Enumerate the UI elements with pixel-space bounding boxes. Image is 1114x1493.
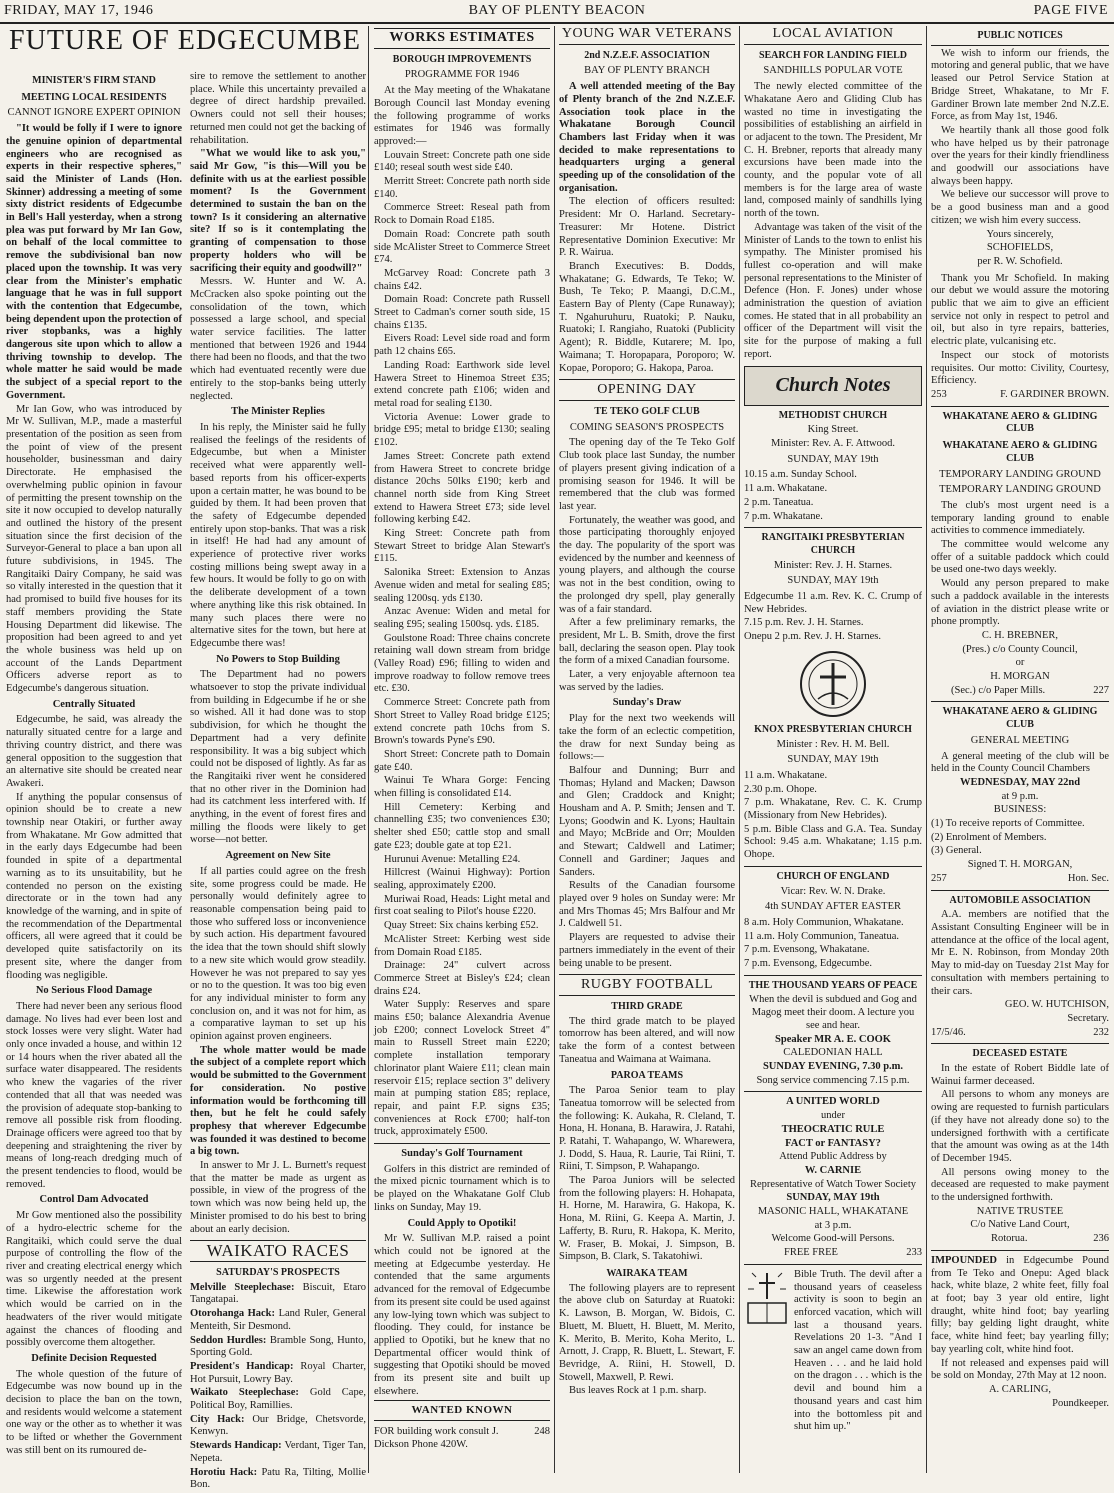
- business-item: (3) General.: [931, 845, 982, 857]
- subheading: COMING SEASON'S PROSPECTS: [569, 421, 725, 433]
- methodist-church-notice: [744, 410, 922, 524]
- paragraph: If not released and expenses paid will be sold on Monday, 27th May at 12 noon.: [931, 1357, 1109, 1382]
- paragraph: Play for the next two weekends will take the form of an eclectic competition, the draw for next Sunday being as follows:—: [559, 713, 735, 763]
- signature-line: per R. W. Schofield.: [977, 255, 1063, 267]
- service-line: Onepu 2 p.m. Rev. J. H. Starnes.: [744, 631, 881, 643]
- notice-footer: [931, 873, 1109, 886]
- works-item: Drainage: 24" culvert across Commerce Street at Bisley's £24; clean drains £24.: [374, 960, 550, 997]
- paragraph: The whole question of the future of Edgecumbe was now bound up in the decision to place the ban on the town, and residents would welcome a statement one way or the other as to whether it was to be lifted or whether the Government was still bent on its rumoured de-: [6, 1368, 182, 1456]
- notice-heading: WHAKATANE AERO & GLIDING CLUB: [942, 410, 1098, 435]
- paragraph: Mr Gow mentioned also the possibility of a hydro-electric scheme for the Rangitaiki, which could serve the dual purpose of controlling the flow of the river and creating electrical energy which was so urgently needed at the present time. Likewise the afforestation work which would be carried on in the headwaters of the river would mitigate against the chances of flooding and possibly overcome them altogether.: [6, 1210, 182, 1349]
- subheading: SANDHILLS POPULAR VOTE: [763, 65, 903, 77]
- divider: [374, 1143, 550, 1144]
- service-line: 2 p.m. Taneatua.: [744, 496, 814, 508]
- section-heading: No Serious Flood Damage: [35, 985, 153, 997]
- article-local-aviation: [744, 26, 922, 1473]
- church-place: King Street.: [807, 424, 859, 436]
- signature-line: SCHOFIELDS,: [986, 242, 1054, 254]
- paragraph-quote: "What we would like to ask you," said Mr Gow, "is this—Will you be definite with us at the earliest possible moment? Is the Government determined to sustain the ban on the town? Is it considering an alternative site? If so is it contemplating the granting of compensation to those property holders who will be sacrificing their equity and goodwill?": [190, 148, 366, 274]
- works-item: Victoria Avenue: Lower grade to bridge £95; metal to bridge £130; sealing £102.: [374, 411, 550, 449]
- classified-heading: WANTED KNOWN: [374, 1400, 550, 1421]
- race-picks: Land Ruler, General Menteith, Sir Desmond.: [190, 1308, 366, 1332]
- church-minister: Minister: Rev. J. H. Starnes.: [773, 559, 893, 571]
- races-subheading: SATURDAY'S PROSPECTS: [216, 1266, 340, 1278]
- divider: [931, 701, 1109, 702]
- church-minister: Minister: Rev. A. F. Attwood.: [771, 437, 895, 449]
- race-name: Seddon Hurdles:: [190, 1334, 267, 1346]
- church-name: RANGITAIKI PRESBYTERIAN CHURCH: [761, 532, 905, 556]
- signature-line: GEO. W. HUTCHISON,: [1004, 999, 1109, 1011]
- lecture-text: When the devil is subdued and Gog and Magog meet their doom. A lecture you see and hear.: [749, 994, 917, 1031]
- race-entry: [190, 1361, 366, 1386]
- paragraph: After a few preliminary remarks, the president, Mr L. B. Smith, drove the first ball, declaring the season open. Play took the form of a mixed Canadian foursome.: [559, 617, 735, 667]
- race-picks: Patu Ra, Tilting, Mollie Bon.: [190, 1466, 367, 1491]
- subheading: MEETING LOCAL RESIDENTS: [21, 91, 167, 103]
- paragraph: The Paroa Senior team to play Taneatua tomorrow will be selected from the following: K. Aukaha, R. Cleland, T. Hona, H. Honana, B. Harawira, J. Ratahi, P. Ratahi, T. Wahapango, W. Wharewera, J. Dodd, S. Haua, R. Laurie, Tai Riini, T. Riini, T. Simpson, P. Wahapango.: [559, 1085, 735, 1173]
- paragraph: A.A. members are notified that the Assistant Consulting Engineer will be in attendance at the office of the local agent, Mr E. N. Robinson, from Monday 20th May to mid-day on Tuesday 21st May for consultation with members pertaining to their cars.: [931, 909, 1109, 997]
- paragraph: Edgecumbe, he said, was already the naturally situated centre for a large and thriving country district, and there was general opposition to the suggestion that an alternative site should be created near Awakeri.: [6, 714, 182, 789]
- paragraph: A general meeting of the club will be held in the County Council Chambers: [931, 750, 1109, 775]
- paper-name: BAY OF PLENTY BEACON: [468, 3, 646, 18]
- section-heading: WAIRAKA TEAM: [606, 1267, 688, 1279]
- service-line: Edgecumbe 11 a.m. Rev. K. C. Crump of New Hebrides.: [744, 591, 922, 615]
- section-heading: PAROA TEAMS: [610, 1070, 684, 1082]
- works-item: Hillcrest (Wainui Highway): Portion sealing, approximately £200.: [374, 867, 550, 891]
- race-picks: Our Bridge, Chetsvorde, Kenwyn.: [190, 1413, 366, 1438]
- race-name: Melville Steeplechase:: [190, 1281, 295, 1293]
- rangitaiki-church-notice: [744, 532, 922, 644]
- subheading: PROGRAMME FOR 1946: [404, 69, 520, 81]
- article-future-of-edgecumbe: [6, 25, 367, 1491]
- works-item: Water Supply: Reserves and spare mains £50; balance Alexandria Avenue job £200; connect Lovelock Street 4" main to Russell Street main £220; complete installation temporary chlorinator plant Waiere £11; clean main reservoir £15; replace section 3" delivery main at pumping station £85; replace, repair, and paint F.P. signs £35; conveniences at Rock £700; half-ton truck, approximately £500.: [374, 999, 550, 1138]
- service-date: SUNDAY, MAY 19th: [787, 575, 879, 587]
- paragraph: If anything the popular consensus of opinion should be to create a new township near Otakiri, or further away from Whakatane. Mr Gow admitted that in the early days Edgecumbe had been founded in spite of a departmental warning as to its unsuitability, but he contended no person on the existing directorate or in the town had any knowledge of the warning, and in spite of the recommendation of the Departmental officers, all were agreed that it could be developed quite satisfactorily on its present site, where the danger from flooding was negligible.: [6, 791, 182, 981]
- business-item: (1) To receive reports of Committee.: [931, 818, 1085, 830]
- race-entry: [190, 1335, 366, 1360]
- classifieds-column: [931, 26, 1109, 1473]
- races-list: [190, 1282, 366, 1492]
- subheading: SEARCH FOR LANDING FIELD: [758, 49, 908, 61]
- england-church-notice: [744, 871, 922, 971]
- divider: [744, 866, 922, 867]
- divider: [744, 527, 922, 528]
- article-headline: YOUNG WAR VETERANS: [559, 28, 735, 45]
- works-item: McGarvey Road: Concrete path 3 chains £42.: [374, 267, 550, 292]
- works-item: Salonika Street: Extension to Anzas Avenue widen and metal for sealing £85; sealing 1200sq. yds £130.: [374, 567, 550, 604]
- article-works-estimates: [374, 26, 550, 1473]
- paragraph: Fortunately, the weather was good, and those participating thoroughly enjoyed the day. The popularity of the sport was evidenced by the number and keenness of young players, and although the course was not in the best condition, owing to the prolonged dry spell, play generally was of a fair standard.: [559, 514, 735, 615]
- divider: [744, 975, 922, 976]
- race-picks: Biscuit, Etaro Tangatapai.: [190, 1281, 366, 1306]
- subheading: THIRD GRADE: [611, 1000, 683, 1012]
- paragraph: Players are requested to advise their partners immediately in the event of their being unable to be present.: [559, 932, 735, 969]
- subheading: MINISTER'S FIRM STAND: [32, 75, 156, 86]
- service-date: SUNDAY, MAY 19th: [787, 754, 879, 766]
- article-headline: OPENING DAY: [559, 384, 735, 401]
- article-column-b: [190, 71, 366, 1493]
- signature-line: Rotorua.: [991, 1233, 1028, 1245]
- church-emblem-icon: [744, 648, 922, 720]
- works-item: Hurunui Avenue: Metalling £24.: [384, 853, 521, 865]
- signature-line: A. CARLING,: [988, 1383, 1052, 1395]
- classified-ad: [374, 1426, 550, 1451]
- service-line: 7.15 p.m. Rev. J. H. Starnes.: [744, 617, 864, 629]
- ad-number: 233: [906, 1247, 922, 1259]
- signature-line: C. H. BREBNER,: [981, 629, 1059, 641]
- works-item: Merritt Street: Concrete path north side £140.: [374, 176, 550, 200]
- notice-heading: DECEASED ESTATE: [972, 1048, 1068, 1060]
- ad-number: 248: [534, 1426, 550, 1438]
- race-entry: [190, 1387, 366, 1412]
- notice-footer: [931, 1027, 1109, 1040]
- race-picks: Gold Cape, Political Boy, Ramillies.: [190, 1387, 367, 1412]
- divider: [931, 1250, 1109, 1251]
- race-entry: [190, 1308, 366, 1333]
- service-line: 7 p.m. Whakatane.: [744, 510, 823, 522]
- lecture-hall: CALEDONIAN HALL: [783, 1047, 883, 1059]
- subheading: 2nd N.Z.E.F. ASSOCIATION: [584, 49, 710, 61]
- church-name: CHURCH OF ENGLAND: [776, 870, 890, 882]
- race-name: Waikato Steeplechase:: [190, 1387, 299, 1399]
- works-item: Muriwai Road, Heads: Light metal and first coat sealing to Pilot's house £220.: [374, 893, 550, 918]
- classified-text: FOR building work consult J. Dickson Phone 420W.: [374, 1426, 499, 1450]
- signature-line: (Sec.) c/o Paper Mills.: [951, 684, 1046, 696]
- notice-line: at 3 p.m.: [814, 1219, 852, 1231]
- notice-footer: [931, 389, 1109, 402]
- ad-number: 232: [1093, 1026, 1109, 1038]
- article-headline: RUGBY FOOTBALL: [559, 979, 735, 996]
- paragraph: If all parties could agree on the fresh site, some progress could be made. He personally would definitely agree to reasonable compensation being paid to those who suffered loss or inconvenience by such action. His department favoured the idea that the town should shift slowly to a new site which would grow steadily. However he was not prepared to say yes or no to the question. It was too big even for any individual minister to form any conclusion on, and it was not for him, as a comparative layman to set up his opinion against proven engineers.: [190, 865, 366, 1043]
- subheading: BAY OF PLENTY BRANCH: [584, 65, 710, 77]
- works-item: Domain Road: Concrete path Russell Street to Cadman's corner south side, 15 chains £135.: [374, 294, 550, 331]
- signature-line: NATIVE TRUSTEE: [976, 1205, 1064, 1217]
- works-item: King Street: Concrete path from Stewart Street to bridge Alan Stewart's £115.: [374, 528, 550, 565]
- bible-lamp-icon: [744, 1269, 790, 1327]
- race-picks: Verdant, Tiger Tan, Nepeta.: [190, 1440, 367, 1464]
- signature-line: or: [1015, 657, 1025, 669]
- ad-number: 236: [1093, 1233, 1109, 1245]
- race-name: Otorohanga Hack:: [190, 1308, 276, 1320]
- paragraph: Results of the Canadian foursome played over 9 holes on Sunday were: Mr and Mrs Thomas 45; Mrs Balfour and Mr J. Caldwell 51.: [559, 880, 735, 930]
- column-rule: [926, 26, 927, 1473]
- ad-number: 253: [931, 388, 947, 400]
- race-entry: [190, 1414, 366, 1439]
- notice-heading: AUTOMOBILE ASSOCIATION: [949, 894, 1091, 906]
- paragraph: We wish to inform our friends, the motoring and general public, that we have leased our Petrol Service Station at Bridge Street, Whakatane, to Mr F. Gardiner Brown late member 2nd N.Z.E. Force, as from May 1st, 1946.: [931, 47, 1109, 123]
- paragraph-bold: The whole matter would be made the subject of a complete report which would be submitted to the Government for consideration. No postive information would be forthcoming till then, but he felt he could safely prophesy that wherever Edgecumbe was founded it was destined to become a big town.: [190, 1044, 366, 1158]
- business-item: (2) Enrolment of Members.: [931, 831, 1047, 843]
- impound-text: in Edgecumbe Pound from Te Teko and Onepu: Aged black hack, white blaze, 2 white feet, filly foal at foot; bay 3 year old entire, light draught, white hind foot; bay yearling filly; bay gelding light draught, white face, white hind feet; bay yearling filly; bay yearling colt, white hind foot.: [931, 1254, 1109, 1355]
- bible-text: Bible Truth. The devil after a thousand years of ceaseless activity is soon to begin an enforced vacation, which will last a thousand years. Revelations 20 1-3. "And I saw an angel came down from Heaven . . . and he laid hold on the dragon . . . which is the devil and bound him a thousand years and cast him into the bottomless pit and shut him up.": [794, 1268, 922, 1433]
- column-rule: [368, 26, 369, 1473]
- paragraph: Thank you Mr Schofield. In making our debut we would assure the motoring public that we aim to give an efficient service not only in respect to petrol and oil, but also in tyre repairs, batteries, electric plate, vulcanising etc.: [931, 272, 1109, 348]
- article-headline: WORKS ESTIMATES: [374, 28, 550, 49]
- race-entry: [190, 1440, 366, 1465]
- notice-subheading: GENERAL MEETING: [970, 734, 1070, 746]
- signature-line: Hon. Sec.: [1067, 872, 1109, 884]
- works-item: Louvain Street: Concrete path one side £140; reseal south west side £40.: [374, 149, 550, 174]
- works-list: [374, 150, 550, 1139]
- subheading: TE TEKO GOLF CLUB: [594, 405, 700, 417]
- works-item: Commerce Street: Concrete path from Short Street to Valley Road bridge £125; extend concrete path 10chs from S. Brown's towards Pyne's £90.: [374, 697, 550, 747]
- race-picks: Bramble Song, Hunto, Sporting Gold.: [190, 1334, 366, 1359]
- paragraph: In answer to Mr J. L. Burnett's request that the matter be made as urgent as possible, in view of the progress of the town which was now being held up, the Minister promised to do his best to bring about an early decision.: [190, 1160, 366, 1235]
- article-young-war-veterans: [559, 26, 735, 1473]
- works-item: McAlister Street: Kerbing west side from Domain Road £185.: [374, 933, 550, 958]
- works-item: Short Street: Concrete path to Domain gate £40.: [374, 748, 550, 773]
- signature-line: F. GARDINER BROWN.: [1000, 388, 1109, 400]
- divider: [559, 974, 735, 975]
- paragraph: The following players are to represent the above club on Saturday at Ruatoki: K. Lawson, B. Morgan, W. Bidois, C. Bluett, M. Bluett, H. Bluett, M. Merito, K. Merito, B. Merito, Koha Merito, L. Arnott, J. Crapp, R. Bluett, L. Stewart, F. Bevridge, A. Riini, H. Stowell, D. Stowell, Maxwell, P. Rewi.: [559, 1282, 735, 1383]
- signature-line: Signed T. H. MORGAN,: [967, 859, 1073, 871]
- signature-line: Secretary.: [1067, 1012, 1109, 1024]
- divider: [744, 1091, 922, 1092]
- lecture-time: SUNDAY EVENING, 7.30 p.m.: [762, 1061, 904, 1072]
- notice-line: Attend Public Address by: [779, 1151, 887, 1163]
- paragraph: We heartily thank all those good folk who have helped us by their patronage over the years for their kindly friendliness and goodwill our associations have always been happy.: [931, 124, 1109, 187]
- service-line: 2.30 p.m. Ohope.: [744, 783, 817, 795]
- section-heading: Could Apply to Opotiki!: [407, 1217, 517, 1229]
- article-column-a: [6, 71, 182, 1459]
- notice-line: THEOCRATIC RULE: [781, 1123, 885, 1135]
- race-picks: Royal Charter, Hot Pursuit, Lowry Bay.: [190, 1360, 366, 1385]
- church-notes-banner: Church Notes: [744, 366, 922, 406]
- paragraph: Golfers in this district are reminded of the mixed picnic tournament which is to be played on the Whakatane Golf Club links on Sunday, May 19.: [374, 1163, 550, 1213]
- paragraph: Would any person prepared to make such a paddock available in the interests of aviation in the district please write or phone promptly.: [931, 578, 1109, 628]
- section-heading: Definite Decision Requested: [31, 1352, 157, 1364]
- works-item: Anzac Avenue: Widen and metal for sealing £95; sealing 1500sq. yds. £185.: [374, 606, 550, 630]
- issue-date: FRIDAY, MAY 17, 1946: [4, 3, 154, 18]
- ad-number: 227: [1093, 684, 1109, 696]
- ad-number: 257: [931, 872, 947, 884]
- works-item: Goulstone Road: Three chains concrete retaining wall down stream from bridge (Valley Road) £96; filling to widen and improve roadway to follow remove trees etc. £30.: [374, 632, 550, 695]
- paragraph: Balfour and Dunning; Burr and Thomas; Hyland and Macken; Dawson and Glen; Craddock and Knight; Housham and A. P. Smith; Jensen and T. Lyons; Goodwin and K. Lyons; Haultain and Mayo; McBride and Orr; Moulden and Stewart; Caldwell and Latimer; Connell and Gardiner; Jaques and Sanders.: [559, 764, 735, 878]
- section-heading: Control Dam Advocated: [39, 1194, 149, 1206]
- race-name: President's Handicap:: [190, 1360, 294, 1372]
- paragraph: The Department had no powers whatsoever to stop the private individual from building in Edgecumbe if he or she so wished. All it had done was to stop subdivision, for which he thought the Department had a very definite responsibility. It was a big subject which could not be disposed of lightly. As far as the Rangitaiki river went he considered that no other river in the Dominion had had its catchment less interfered with. If anything, in the event of forest fires and milling the floods were likely to get worse—not better.: [190, 669, 366, 846]
- paragraph: Messrs. W. Hunter and W. A. McCracken also spoke pointing out the consolidation of the town, which possessed a large school, and special water service facilities. The latter mentioned that between 1926 and 1944 there had been no floods, and that the two which had eventuated recently were due entirely to the stop-banks being utterly neglected.: [190, 276, 366, 402]
- service-line: 7 p.m. Evensong, Edgecumbe.: [744, 958, 873, 970]
- article-lead: A well attended meeting of the Bay of Plenty branch of the 2nd N.Z.E.F. Association took place in the Whakatane Borough Council Chambers last Friday when it was decided to make representations to headquarters urging a general speeding up of the consolidation of the organisation.: [559, 81, 735, 194]
- notice-line: Welcome Good-will Persons.: [771, 1233, 895, 1245]
- race-entry: [190, 1467, 366, 1492]
- signature-line: H. MORGAN: [990, 671, 1050, 683]
- service-line: 7 p.m. Evensong, Whakatane.: [744, 944, 870, 956]
- column-rule: [739, 26, 740, 1473]
- paragraph: The committee would welcome any offer of a suitable paddock which could be used one-two days weekly.: [931, 539, 1109, 576]
- service-line: 8 a.m. Holy Communion, Whakatane.: [744, 916, 904, 928]
- race-name: Horotiu Hack:: [190, 1466, 258, 1478]
- impound-lead: IMPOUNDED: [931, 1254, 997, 1266]
- divider: [931, 890, 1109, 891]
- notice-line: W. CARNIE: [804, 1164, 862, 1176]
- notice-footer: [744, 1247, 922, 1260]
- works-item: Landing Road: Earthwork side level Hawera Street to Hinemoa Street £35; extend concrete path £106; widen and metal road for sealing £130.: [374, 359, 550, 409]
- signature-line: Yours sincerely,: [986, 228, 1054, 240]
- notice-line: under: [821, 1110, 845, 1122]
- paragraph: sire to remove the settlement to another place. While this uncertainty prevailed a degree of direct hardship prevailed. Owners could not sell their houses; returned men could not get the backing of rehabilitation.: [190, 71, 366, 146]
- service-date: 4th SUNDAY AFTER EASTER: [764, 901, 902, 913]
- column-rule: [554, 26, 555, 1473]
- paragraph: There had never been any serious flood damage. No lives had ever been lost and stock losses were very slight. Water had only once invaded a house, and within 12 or 14 hours when the river abated all the surface water disappeared. The residents who knew the vagaries of the river contended that all that was needed was the provision of adequate stop-banking to remove all possible risk from flooding. Drainage officers were agreed too that by deepening and straightening the river by means of long-reach dredging much of the present tendencies to flood, would be removed.: [6, 1000, 182, 1190]
- paragraph: The opening day of the Te Teko Golf Club took place last Sunday, the number of players present giving indication of a promising season for 1946. It will be remembered that the club was formed last year.: [559, 437, 735, 512]
- paragraph: The newly elected committee of the Whakatane Aero and Gliding Club has wasted no time in investigating the possibilities of establishing an airfield in or adjacent to the town. The President, Mr C. H. Brebner, reports that already many excursions have been made into the county, and the popular vote of all members is for the large area of waste land, composed mainly of sandhills lying north of the town.: [744, 81, 922, 220]
- paragraph: Later, a very enjoyable afternoon tea was served by the ladies.: [559, 669, 735, 693]
- meeting-time: at 9 p.m.: [1001, 790, 1039, 802]
- paragraph: All persons to whom any moneys are owing are requested to furnish particulars (if they have not already done so) to the undersigned forthwith with a certificate that the amount was owing as at the 14th of December 1945.: [931, 1089, 1109, 1164]
- bible-truth-notice: [744, 1269, 922, 1435]
- lecture-speaker: Speaker MR A. E. COOK: [775, 1033, 891, 1045]
- notice-date: 17/5/46.: [931, 1026, 966, 1038]
- paragraph: Mr W. Sullivan M.P. raised a point which could not be ignored at the meeting at Edgecumbe yesterday. He contended that the same arguments advanced for the removal of Edgecumbe from its present site could be used against any low-lying town which was subject to flooding. They could, for instance be applied to Opotiki, but he knew that no Departmental officer would think of suggesting that Opotiki should be moved from its present site and built up elsewhere.: [374, 1233, 550, 1397]
- address-notice: [744, 1096, 922, 1259]
- service-line: 11 a.m. Whakatane.: [744, 483, 828, 495]
- subheading: BOROUGH IMPROVEMENTS: [392, 53, 532, 65]
- paragraph: Bus leaves Rock at 1 p.m. sharp.: [569, 1385, 707, 1397]
- notice-line: Representative of Watch Tower Society: [750, 1178, 916, 1190]
- section-heading: Centrally Situated: [52, 698, 136, 710]
- notice-footer: [931, 685, 1109, 698]
- paragraph: In the estate of Robert Biddle late of Wainui farmer deceased.: [931, 1063, 1109, 1087]
- church-name: KNOX PRESBYTERIAN CHURCH: [754, 723, 912, 735]
- service-date: SUNDAY, MAY 19th: [787, 453, 879, 465]
- paragraph: Mr Ian Gow, who was introduced by Mr W. Sullivan, M.P., made a masterful presentation of the position as seen from the point of view of the present householder, businessman and dairy Directorate. He emphasised the overwhelming public opinion in favour of permitting the present township on the site it now occupied to develop naturally and outlined the history of the present situation since the first decision of the Surveyor-General to place a ban upon all future subdivisions, in 1945. The Rangitaiki Dairy Company, he said was so vitally interested in the question that it had promised to build five houses for its staff members providing the State Housing Department did likewise. The proposition had been agreed to and yet the whole business was held up on account of the Lands Department Officers adverse report as to Edgecumbe's dangerous situation.: [6, 403, 182, 695]
- divider: [931, 406, 1109, 407]
- race-name: City Hack:: [190, 1413, 245, 1425]
- church-minister: Vicar: Rev. W. N. Drake.: [780, 885, 886, 897]
- church-minister: Minister : Rev. H. M. Bell.: [776, 738, 890, 750]
- divider: [744, 1264, 922, 1265]
- church-name: METHODIST CHURCH: [778, 409, 888, 421]
- paragraph: Inspect our stock of motorists requisites. Our motto: Civility, Courtesy, Efficiency.: [931, 349, 1109, 387]
- notice-footer: [931, 1233, 1109, 1246]
- divider: [931, 1043, 1109, 1044]
- notice-line: SUNDAY, MAY 19th: [786, 1192, 880, 1204]
- paragraph: In his reply, the Minister said he fully realised the feelings of the residents of Edgecumbe, but when a Minister received what were apparently well-based reports from his officer-experts upon a certain matter, he was bound to be guided by them. It had been proven that the safety of Edgecumbe depended entirely upon stop-banks. That was a risk in itself! He had had any amount of experience of protective river works costing millions being swept away in a few hours. It would be folly to go on with the deliberate development of a town where anything like this risk obtained. In many such places there were no alternative sites for the town, but here at Edgecumbe there was!: [190, 421, 366, 649]
- lecture-song: Song service commencing 7.15 p.m.: [756, 1074, 910, 1086]
- signature-line: Poundkeeper.: [1052, 1397, 1109, 1409]
- business-heading: BUSINESS:: [993, 804, 1047, 816]
- works-item: Commerce Street: Reseal path from Rock to Domain Road £185.: [374, 202, 550, 227]
- race-entry: [190, 1282, 366, 1307]
- races-headline: WAIKATO RACES: [190, 1245, 366, 1262]
- paragraph: The third grade match to be played tomorrow has been altered, and will now take the form of a contest between Taneatua and Waimana at Waimana.: [559, 1015, 735, 1065]
- notice-line: A UNITED WORLD: [786, 1096, 880, 1108]
- service-line: 11 a.m. Holy Communion, Taneatua.: [744, 930, 899, 942]
- works-item: James Street: Concrete path extend from Hawera Street to concrete bridge distance 20chs 50lks £190; kerb and channel north side from King Street extend to Hawera Street £73; side level following kerbing £42.: [374, 450, 550, 526]
- section-heading: Sunday's Golf Tournament: [401, 1148, 523, 1160]
- article-lead: "It would be folly if I were to ignore the genuine opinion of departmental engineers who are recognised as experts in their respective spheres," said the Minister of Lands (Hon. Skinner) addressing a meeting of some sixty district residents of Edgecumbe in Bell's Hall yesterday, when a strong plea was put forward by Mr Ian Gow, on behalf of the local committee to remove the subdivisional ban now placed upon the township. It was very clear from the Minister's emphatic language that he was in full support with the contention that Edgecumbe, being dependent upon the protection of river stopbanks, was a highly dangerous site upon which to allow a thriving township to develop. The whole matter he said would be made the subject of a special report to the Government.: [6, 123, 182, 401]
- service-line: 5 p.m. Bible Class and G.A. Tea. Sunday School: 9.45 a.m. Whakatane; 1.15 p.m. Ohope.: [744, 823, 922, 861]
- notice-line: FREE FREE: [784, 1247, 838, 1259]
- works-item: Eivers Road: Level side road and form path 12 chains £65.: [374, 333, 550, 358]
- subheading: CANNOT IGNORE EXPERT OPINION: [7, 107, 181, 119]
- paragraph: The club's most urgent need is a temporary landing ground to enable activities to commence immediately.: [931, 499, 1109, 537]
- service-line: 10.15 a.m. Sunday School.: [744, 469, 857, 481]
- article-headline: FUTURE OF EDGECUMBE: [9, 25, 361, 56]
- emblem-icon: [798, 649, 868, 719]
- race-name: Stewards Handicap:: [190, 1440, 282, 1452]
- knox-church-notice: [744, 724, 922, 862]
- notices-heading: PUBLIC NOTICES: [931, 30, 1109, 46]
- notice-line: FACT or FANTASY?: [785, 1137, 881, 1149]
- meeting-date: WEDNESDAY, MAY 22nd: [959, 776, 1081, 788]
- notice-heading: WHAKATANE AERO & GLIDING CLUB: [942, 440, 1098, 464]
- works-item: Quay Street: Six chains kerbing £52.: [384, 920, 539, 932]
- signature-line: C/o Native Land Court,: [970, 1219, 1070, 1231]
- paragraph: The Paroa Juniors will be selected from the following players: H. Hohapata, H. Horne, M. Harawira, G. Hakopa, K. Hona, M. Riini, G. Keepa A. Martin, J. Lafferty, B. Ruru, R. Hakopa, K. Merito, W. Fraser, B. Mokai, J. Simpson, B. Simpson, B. Clark, S. Takatohiwi.: [559, 1175, 735, 1263]
- notice-heading: WHAKATANE AERO & GLIDING CLUB: [942, 706, 1098, 731]
- notice-subheading: TEMPORARY LANDING GROUND: [939, 468, 1101, 480]
- section-heading: No Powers to Stop Building: [216, 653, 340, 665]
- works-item: Domain Road: Concrete path south side McAlister Street to Commerce Street £74.: [374, 228, 550, 266]
- works-item: Wainui Te Whara Gorge: Fencing when filling is consolidated £14.: [374, 775, 550, 800]
- notice-line: MASONIC HALL, WHAKATANE: [757, 1206, 909, 1218]
- lecture-title: THE THOUSAND YEARS OF PEACE: [748, 979, 918, 991]
- works-item: Hill Cemetery: Kerbing and channelling £35; two conveniences £30; shelter shed £50; cattle stop and small gate £23; double gate at top £21.: [374, 801, 550, 851]
- signature-line: (Pres.) c/o County Council,: [962, 643, 1078, 655]
- paragraph: We believe our successor will prove to be a good business man and a good citizen; we wish him every success.: [931, 189, 1109, 226]
- notice-subheading: TEMPORARY LANDING GROUND: [939, 484, 1101, 496]
- section-heading: Agreement on New Site: [225, 850, 331, 862]
- paragraph: Branch Executives: B. Dodds, Whakatane; G. Edwards, Te Teko; W. Bush, Te Teko; P. Maangi, D.C.M., Eastern Bay of Plenty (Cape Runaway); T. Ngahuruhuru, Ruatoki; P. Nauku, Ruatoki; I. Rangiaho, Ruatoki (Publicity Agent); R. Biddle, Kutarere; M. Ipo, Waimana; T. Horopapara, Poroporo; W. Kopae, Poroporo; G. Hakopa, Paroa.: [559, 260, 735, 374]
- page-number: PAGE FIVE: [1033, 3, 1108, 18]
- service-line: 7 p.m. Whakatane, Rev. C. K. Crump (Missionary from New Hebrides).: [744, 797, 922, 822]
- paragraph: At the May meeting of the Whakatane Borough Council last Monday evening the following programme of works estimates for 1946 was formally approved:—: [374, 85, 550, 147]
- paragraph: The election of officers resulted: President: Mr O. Harland. Secretary-Treasurer: Mr Hotene. District Representative Dominion Executive: Mr P. R. Wairua.: [559, 196, 735, 259]
- divider: [559, 379, 735, 380]
- article-headline: LOCAL AVIATION: [744, 28, 922, 45]
- section-heading: The Minister Replies: [231, 406, 325, 418]
- masthead: [0, 0, 1114, 24]
- section-heading: Sunday's Draw: [612, 697, 682, 709]
- service-line: 11 a.m. Whakatane.: [744, 769, 828, 781]
- paragraph: Advantage was taken of the visit of the Minister of Lands to the town to enlist his sympathy. The Minister promised his fullest co-operation and will make personal representations to the Minister of Defence (Hon. F. Jones) under whose administration the question of aviation comes. He stated that in all probability an officer of the Department will visit the site for the purpose of making a full report.: [744, 221, 922, 360]
- paragraph: All persons owing money to the deceased are requested to make payment to the undersigned forthwith.: [931, 1166, 1109, 1204]
- lecture-notice: [744, 980, 922, 1088]
